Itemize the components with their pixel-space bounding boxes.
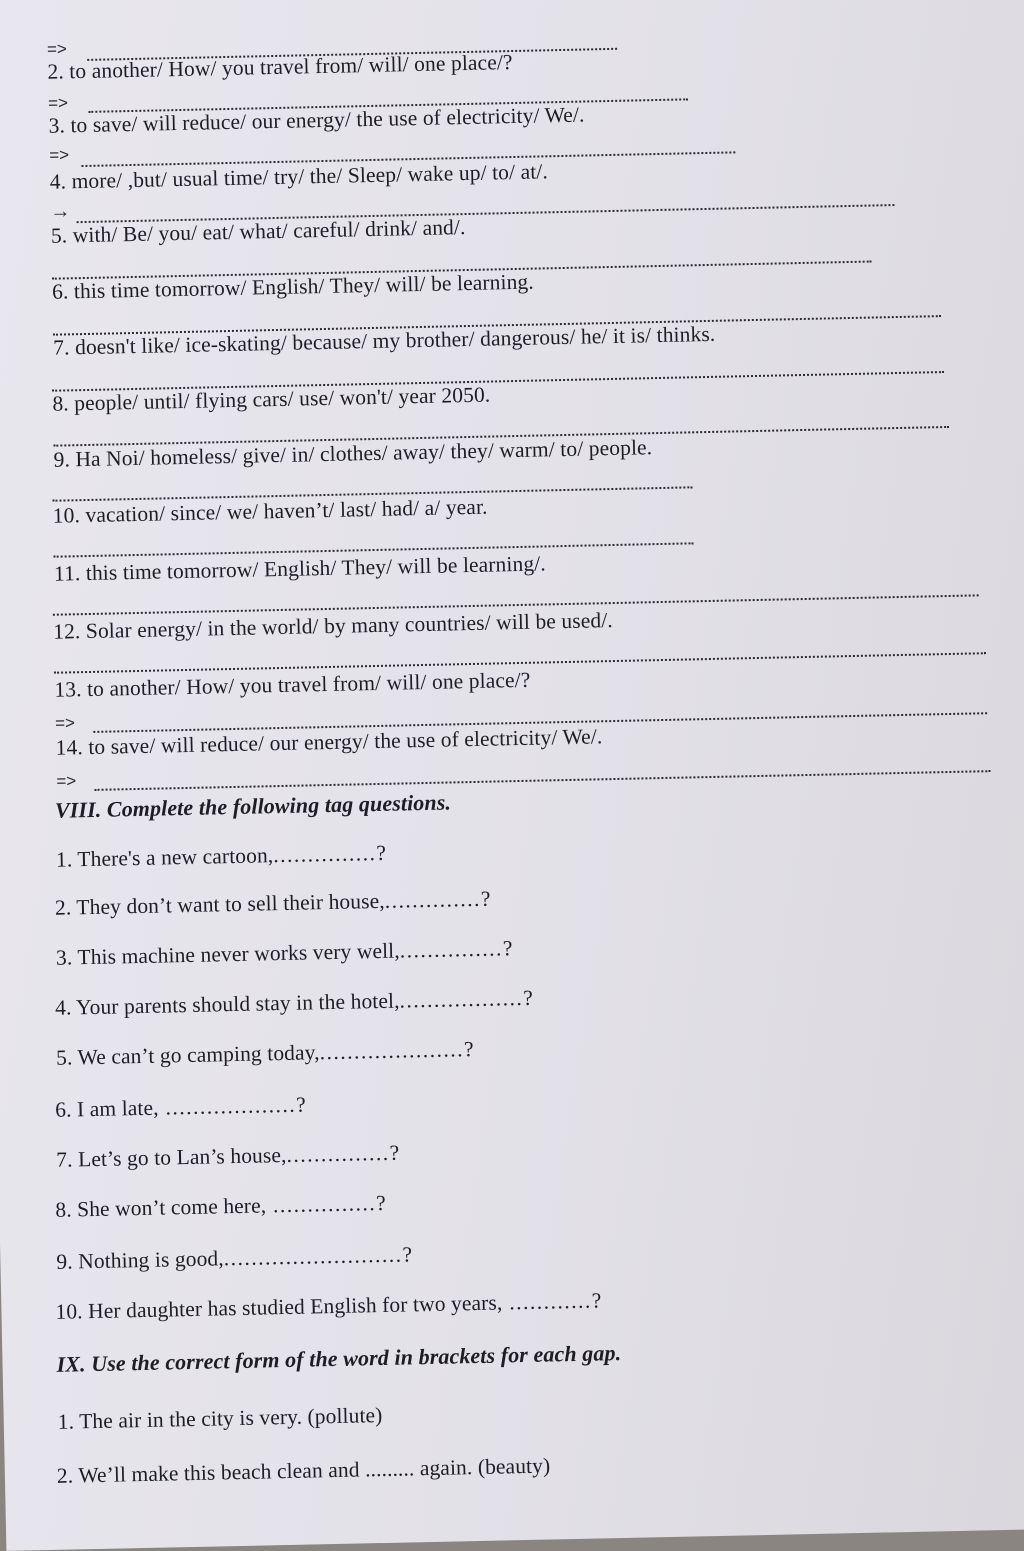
answer-blank[interactable]: ..........................? <box>223 1242 414 1271</box>
reorder-item: 9. Ha Noi/ homeless/ give/ in/ clothes/ away/ they/ warm/ to/ people. <box>53 435 653 472</box>
reorder-item: 10. vacation/ since/ we/ haven’t/ last/ had/ a/ year. <box>52 494 488 528</box>
tag-question-item: 4. Your parents should stay in the hotel,..................? <box>54 985 535 1020</box>
answer-blank[interactable]: ..............? <box>384 886 493 913</box>
reorder-item: 3. to save/ will reduce/ our energy/ the use of electricity/ We/. <box>48 102 585 138</box>
reorder-item: 2. to another/ How/ you travel from/ will/ one place/? <box>47 50 513 84</box>
reorder-item: 11. this time tomorrow/ English/ They/ will be learning/. <box>53 551 546 586</box>
reorder-item: 14. to save/ will reduce/ our energy/ the use of electricity/ We/. <box>55 724 603 760</box>
answer-blank[interactable]: ............? <box>502 1288 603 1315</box>
reorder-item: 4. more/ ,but/ usual time/ try/ the/ Sleep/ wake up/ to/ at/. <box>49 159 549 194</box>
reorder-item: 7. doesn't like/ ice-skating/ because/ my brother/ dangerous/ he/ it is/ thinks. <box>53 321 716 360</box>
answer-blank[interactable]: .....................? <box>319 1037 476 1065</box>
word-form-item: 2. We’ll make this beach clean and ......... again. (beauty) <box>56 1453 551 1488</box>
reorder-item: 13. to another/ How/ you travel from/ will/ one place/? <box>54 667 531 702</box>
word-form-item: 1. The air in the city is very. (pollute) <box>57 1403 383 1434</box>
tag-question-item: 9. Nothing is good,..........................? <box>56 1242 414 1274</box>
answer-arrow: => <box>49 145 70 165</box>
answer-arrow: => <box>54 713 76 733</box>
answer-arrow: => <box>56 771 77 791</box>
answer-blank[interactable]: ...............? <box>286 1140 401 1167</box>
section-8-heading: VIII. Complete the following tag questions. <box>54 789 452 823</box>
answer-blank[interactable]: ...............? <box>265 1190 388 1218</box>
answer-blank[interactable]: ..................? <box>399 985 535 1013</box>
tag-question-item: 1. There's a new cartoon,...............? <box>55 840 388 872</box>
reorder-item: 6. this time tomorrow/ English/ They/ will/ be learning. <box>51 269 534 304</box>
reorder-item: 12. Solar energy/ in the world/ by many countries/ will be used/. <box>52 608 613 644</box>
tag-question-item: 2. They don’t want to sell their house,..............? <box>54 886 493 920</box>
tag-question-item: 8. She won’t come here, ...............? <box>55 1190 388 1222</box>
answer-arrow: => <box>47 93 69 113</box>
tag-question-item: 5. We can’t go camping today,.....................? <box>55 1037 476 1070</box>
answer-arrow: => <box>46 39 68 59</box>
answer-arrow-icon: → <box>50 200 71 223</box>
tag-question-item: 10. Her daughter has studied English for two years, ............? <box>55 1288 603 1324</box>
answer-blank[interactable]: ...............? <box>399 936 515 963</box>
tag-question-item: 3. This machine never works very well,...............? <box>55 936 515 970</box>
answer-blank[interactable]: ...................? <box>158 1092 308 1120</box>
tag-question-item: 7. Let’s go to Lan’s house,...............? <box>56 1140 401 1172</box>
tag-question-item: 6. I am late, ...................? <box>54 1092 308 1122</box>
answer-line[interactable] <box>95 770 991 791</box>
section-9-heading: IX. Use the correct form of the word in brackets for each gap. <box>56 1340 622 1377</box>
reorder-item: 5. with/ Be/ you/ eat/ what/ careful/ drink/ and/. <box>50 215 466 248</box>
reorder-item: 8. people/ until/ flying cars/ use/ won't/ year 2050. <box>52 382 491 416</box>
answer-blank[interactable]: ...............? <box>273 840 388 868</box>
